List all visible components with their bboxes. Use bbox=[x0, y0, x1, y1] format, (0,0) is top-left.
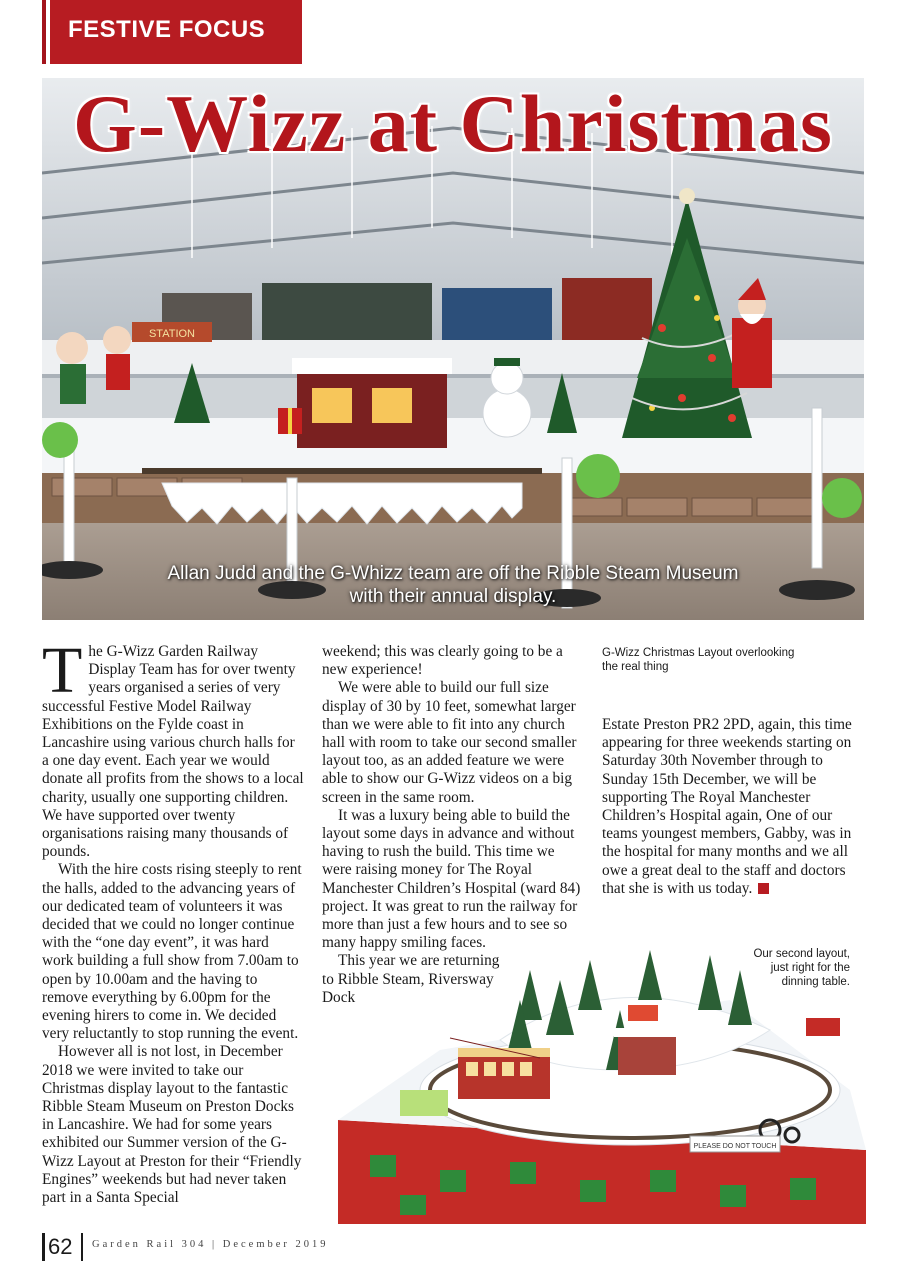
article-paragraph: This year we are returning to Ribble Steam, Riversway Dock bbox=[322, 952, 500, 1006]
headline: G-Wizz at Christmas bbox=[73, 78, 833, 169]
layout2-caption-line-3: dinning table. bbox=[781, 976, 850, 988]
article-column-3 bbox=[602, 716, 864, 898]
section-tab-bar bbox=[42, 0, 46, 64]
footer-publication: Garden Rail 304 | December 2019 bbox=[92, 1239, 329, 1250]
overlook-caption bbox=[602, 646, 842, 674]
overlook-caption-line-2: the real thing bbox=[602, 661, 669, 673]
paragraph-text: Estate Preston PR2 2PD, again, this time appearing for three weekends starting on Saturday 30th November through to Sunday 15th December, we will be supporting The Royal Manchester Children’s Hospital again, One of our teams youngest members, Gabby, was in the hospital for many months and we all owe a great deal to the staff and doctors that she is with us today. bbox=[602, 716, 852, 897]
layout2-caption-line-2: just right for the bbox=[770, 962, 850, 974]
article-paragraph: However all is not lost, in December 2018 we were invited to take our Christmas display layout to the fantastic Ribble Steam Museum on Preston Docks in Lancashire. We had for some years exhibited our Summer version of the G-Wizz Layout at Preston for their “Friendly Engines” weekends but had never taken part in a Santa Special bbox=[42, 1043, 302, 1207]
drop-cap: T bbox=[42, 634, 83, 707]
article-paragraph bbox=[602, 716, 864, 898]
layout2-caption bbox=[712, 947, 850, 989]
article-column-1 bbox=[42, 634, 304, 1207]
article-paragraph bbox=[42, 634, 304, 861]
section-tab-label: FESTIVE FOCUS bbox=[68, 16, 266, 43]
article-paragraph: weekend; this was clearly going to be a new experience! bbox=[322, 643, 563, 679]
overlook-caption-line-1: G-Wizz Christmas Layout overlooking bbox=[602, 647, 795, 659]
hero-caption-line-1: Allan Judd and the G-Whizz team are off the Ribble Steam Museum bbox=[167, 563, 739, 584]
station-sign: STATION bbox=[148, 328, 196, 340]
layout2-caption-line-1: Our second layout, bbox=[753, 948, 850, 960]
section-tab bbox=[50, 0, 302, 64]
hero-caption-line-2: with their annual display. bbox=[349, 586, 557, 607]
hero-caption bbox=[42, 562, 864, 608]
page-number: 62 bbox=[48, 1234, 73, 1259]
article-paragraph: It was a luxury being able to build the layout some days in advance and without having to rush the build. This time we were raising money for The Royal Manchester Children’s Hospital (ward 84) project. It was great to run the railway for more than just a few hours and to see so many happy smiling faces. bbox=[322, 806, 581, 952]
end-mark-icon bbox=[758, 883, 769, 894]
paragraph-text: he G-Wizz Garden Railway Display Team has for over twenty years organised a series of very successful Festive Model Railway Exhibitions on the Fylde coast in Lancashire using various church halls for a one day event. Each year we would donate all profits from the shows to a local charity, usually one supporting children. We have supported over twenty organisations raising many thousands of pounds. bbox=[42, 643, 304, 861]
footer-rule-left bbox=[42, 1233, 45, 1261]
article-paragraph: We were able to build our full size display of 30 by 10 feet, somewhat larger than we were able to fit into any church hall with room to take our second smaller layout too, as an added feature we were able to show our G-Wizz videos on a big screen in the same room. bbox=[322, 679, 577, 806]
do-not-touch-sign: PLEASE DO NOT TOUCH bbox=[693, 1143, 777, 1150]
article-paragraph: With the hire costs rising steeply to rent the halls, added to the advancing years of our dedicated team of volunteers it was decided that we could no longer continue with the “one day event”, it was hard work building a full show from 7.00am to open by 10.00am and the having to remove everything by 6.00pm for the evening hirers to come in. We decided very reluctantly to stop running the event. bbox=[42, 861, 302, 1043]
footer-rule-right bbox=[81, 1233, 83, 1261]
